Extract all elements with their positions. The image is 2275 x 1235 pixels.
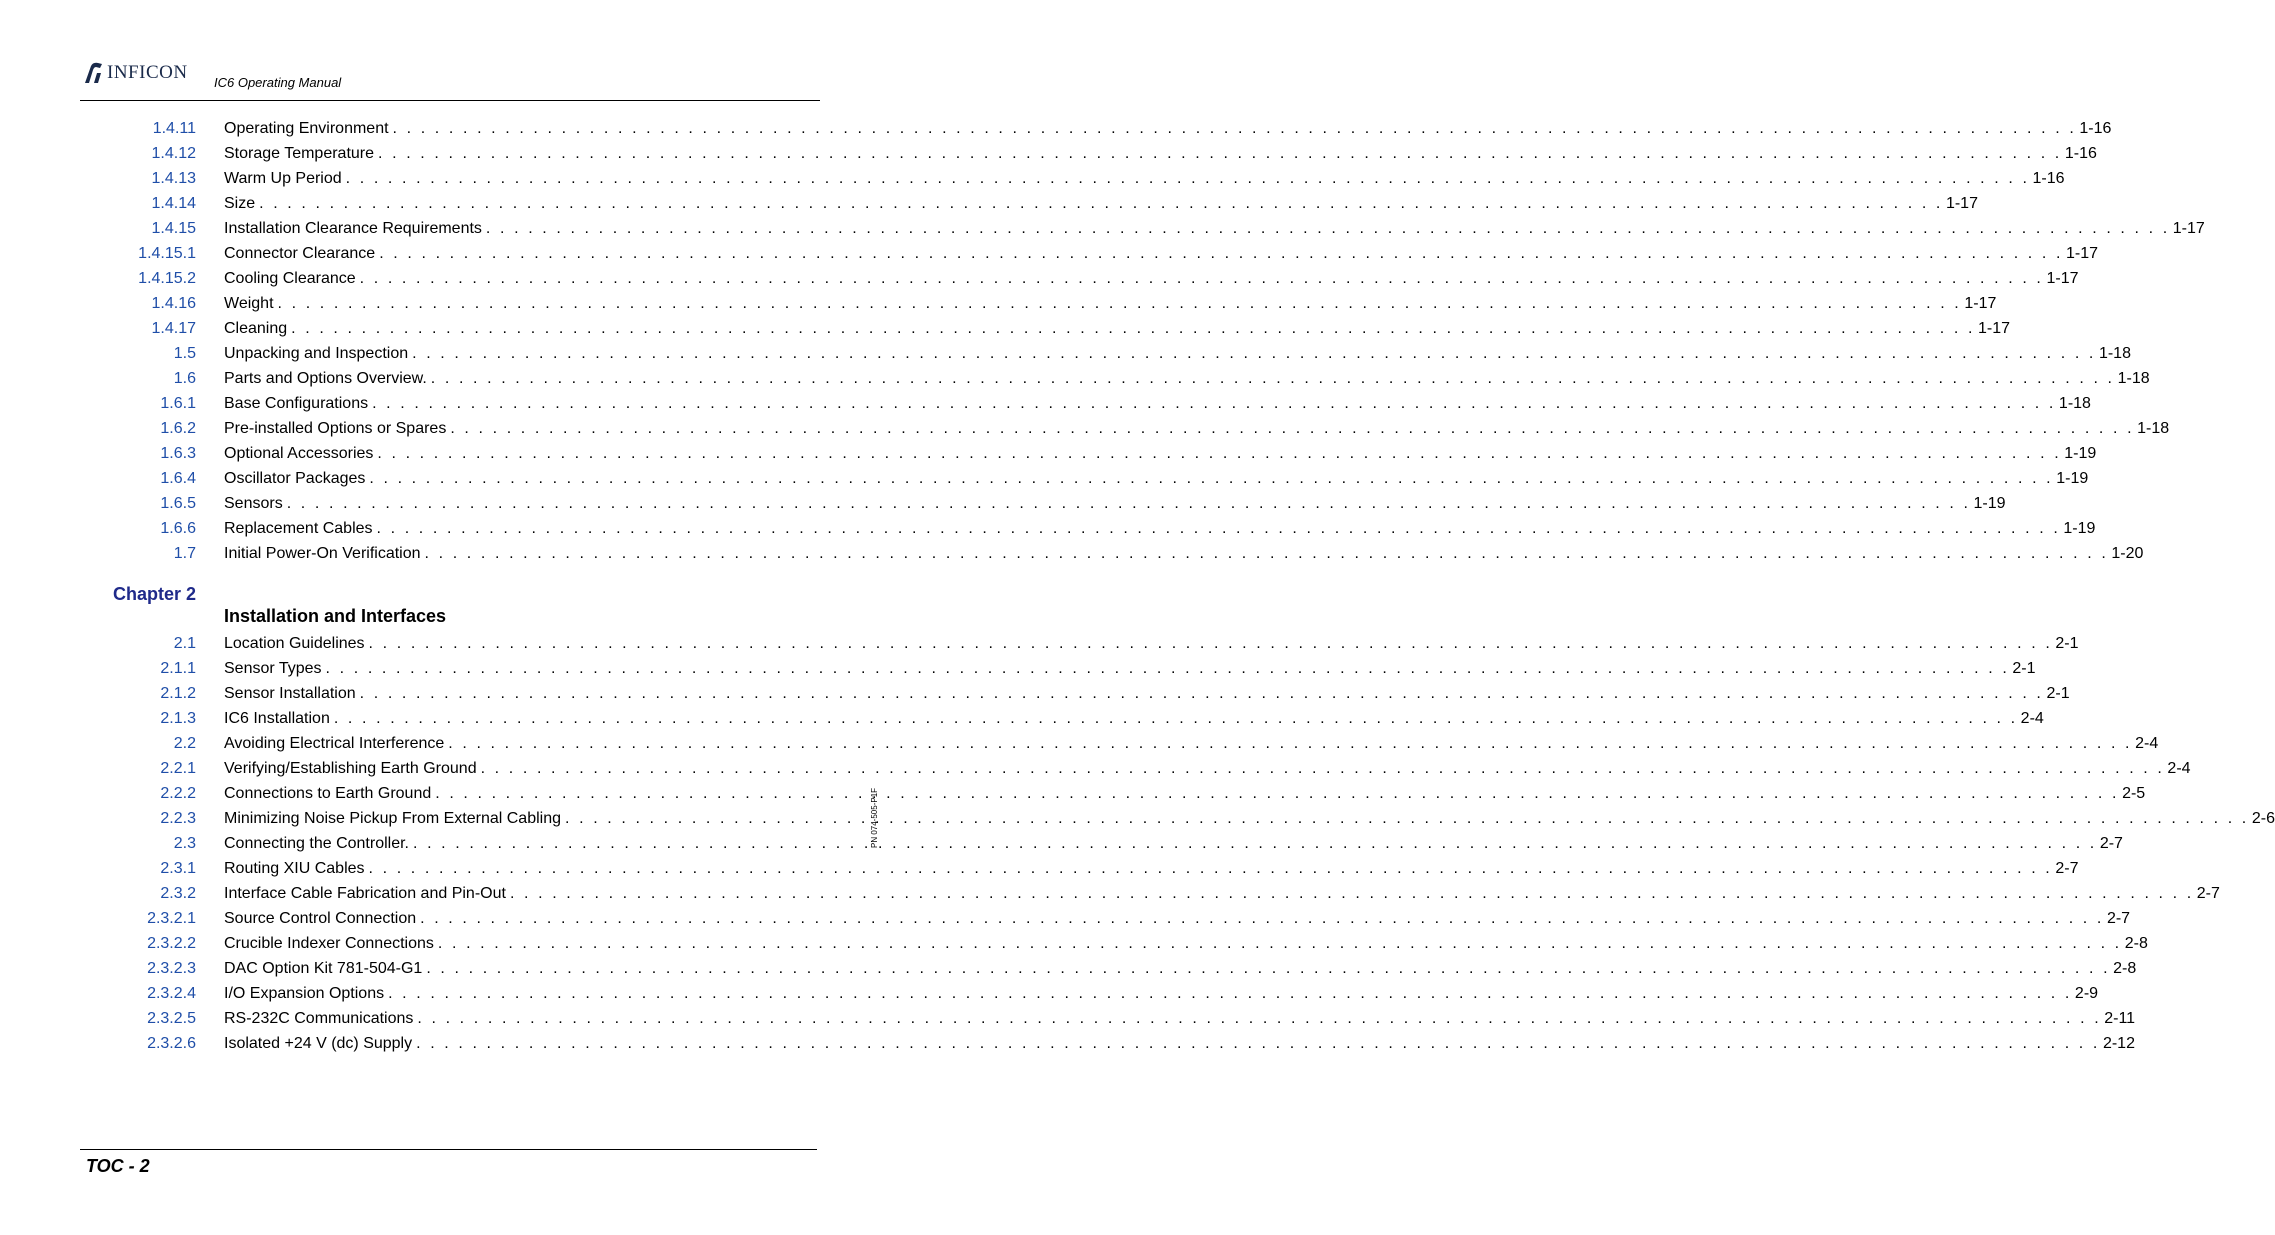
page-reference: 2-1 (2012, 660, 2036, 677)
toc-entry[interactable] (80, 366, 2150, 391)
page-reference: 2-9 (2074, 985, 2099, 1002)
dot-leader: . . . . . . . . . . . . . . . . . . . . . . . . . . . . . . . . . . . . . . . . . . . . . . . . . . . . . . . . . . . . . . . . . . . . . . . . . . . . . . . . . . . . . . . . . . . . . . . . . . . . . . . . . . . . . . . . . . . . . . . . (259, 195, 1943, 212)
page-reference: 2-1 (2055, 635, 2079, 652)
dot-leader: . . . . . . . . . . . . . . . . . . . . . . . . . . . . . . . . . . . . . . . . . . . . . . . . . . . . . . . . . . . . . . . . . . . . . . . . . . . . . . . . . . . . . . . . . . . . . . . . . . . . . . . . . . . . . . . . . . . . . . . . (291, 320, 1975, 337)
section-number[interactable]: 1.6 (173, 370, 196, 387)
section-title: Cooling Clearance (224, 266, 360, 291)
toc-entry[interactable] (80, 706, 2044, 731)
section-number[interactable]: 1.4.16 (151, 295, 196, 312)
section-title: Sensor Installation (224, 681, 360, 706)
section-title: Storage Temperature (224, 141, 378, 166)
toc-entry[interactable] (80, 191, 1978, 216)
toc-entry[interactable] (80, 1006, 2136, 1031)
section-title: Pre-installed Options or Spares (224, 416, 450, 441)
dot-leader: . . . . . . . . . . . . . . . . . . . . . . . . . . . . . . . . . . . . . . . . . . . . . . . . . . . . . . . . . . . . . . . . . . . . . . . . . . . . . . . . . . . . . . . . . . . . . . . . . . . . . . . . . . . . . . . . . . . . . . . . (333, 710, 2018, 727)
toc-entry[interactable] (80, 166, 2065, 191)
dot-leader: . . . . . . . . . . . . . . . . . . . . . . . . . . . . . . . . . . . . . . . . . . . . . . . . . . . . . . . . . . . . . . . . . . . . . . . . . . . . . . . . . . . . . . . . . . . . . . . . . . . . . . . . . . . . . . . . . . . . . . . . (378, 145, 2062, 162)
entry-line (224, 541, 2144, 566)
dot-leader: . . . . . . . . . . . . . . . . . . . . . . . . . . . . . . . . . . . . . . . . . . . . . . . . . . . . . . . . . . . . . . . . . . . . . . . . . . . . . . . . . . . . . . . . . . . . . . . . . . . . . . . . . . . . . . . . . . . . . . . . (437, 935, 2122, 952)
section-number[interactable]: 2.1.1 (160, 660, 196, 677)
section-number[interactable]: 1.4.13 (151, 170, 196, 187)
section-number[interactable]: 1.4.12 (151, 145, 196, 162)
inficon-logo-icon (82, 62, 104, 84)
dot-leader: . . . . . . . . . . . . . . . . . . . . . . . . . . . . . . . . . . . . . . . . . . . . . . . . . . . . . . . . . . . . . . . . . . . . . . . . . . . . . . . . . . . . . . . . . . . . . . . . . . . . . . . . . . . . . . . . . . . . . . . . (420, 910, 2104, 927)
dot-leader: . . . . . . . . . . . . . . . . . . . . . . . . . . . . . . . . . . . . . . . . . . . . . . . . . . . . . . . . . . . . . . . . . . . . . . . . . . . . . . . . . . . . . . . . . . . . . . . . . . . . . . . . . . . . . . . . . . . . . . . . (430, 370, 2115, 387)
page-reference: 2-12 (2102, 1035, 2135, 1052)
dot-leader: . . . . . . . . . . . . . . . . . . . . . . . . . . . . . . . . . . . . . . . . . . . . . . . . . . . . . . . . . . . . . . . . . . . . . . . . . . . . . . . . . . . . . . . . . . . . . . . . . . . . . . . . . . . . . . . . . . . . . . . . (359, 270, 2044, 287)
entry-line (224, 631, 2079, 656)
toc-section-chapter-1 (80, 116, 2205, 566)
section-title: Minimizing Noise Pickup From External Cabling (224, 806, 565, 831)
dot-leader: . . . . . . . . . . . . . . . . . . . . . . . . . . . . . . . . . . . . . . . . . . . . . . . . . . . . . . . . . . . . . . . . . . . . . . . . . . . . . . . . . . . . . . . . . . . . . . . . . . . . . . . . . . . . . . . . . . . . . . . . (413, 835, 2097, 852)
page-reference: 1-17 (2172, 220, 2205, 237)
toc-entry[interactable] (80, 1031, 2135, 1056)
inficon-logo (82, 60, 188, 86)
section-title: Optional Accessories (224, 441, 377, 466)
entry-line (224, 216, 2205, 241)
entry-line (224, 441, 2097, 466)
section-title: Source Control Connection (224, 906, 420, 931)
dot-leader: . . . . . . . . . . . . . . . . . . . . . . . . . . . . . . . . . . . . . . . . . . . . . . . . . . . . . . . . . . . . . . . . . . . . . . . . . . . . . . . . . . . . . . . . . . . . . . . . . . . . . . . . . . . . . . . . . . . . . . . . (372, 395, 2056, 412)
dot-leader: . . . . . . . . . . . . . . . . . . . . . . . . . . . . . . . . . . . . . . . . . . . . . . . . . . . . . . . . . . . . . . . . . . . . . . . . . . . . . . . . . . . . . . . . . . . . . . . . . . . . . . . . . . . . . . . . . . . . . . . . (485, 220, 2170, 237)
toc-entry[interactable] (80, 831, 2123, 856)
dot-leader: . . . . . . . . . . . . . . . . . . . . . . . . . . . . . . . . . . . . . . . . . . . . . . . . . . . . . . . . . . . . . . . . . . . . . . . . . . . . . . . . . . . . . . . . . . . . . . . . . . . . . . . . . . . . . . . . . . . . . . . . (509, 885, 2194, 902)
page-reference: 1-18 (2058, 395, 2091, 412)
toc-entry[interactable] (80, 516, 2096, 541)
toc-entry[interactable] (80, 756, 2191, 781)
section-title: Size (224, 191, 259, 216)
section-title: Warm Up Period (224, 166, 346, 191)
section-number[interactable]: 2.3.2.1 (147, 910, 196, 927)
dot-leader: . . . . . . . . . . . . . . . . . . . . . . . . . . . . . . . . . . . . . . . . . . . . . . . . . . . . . . . . . . . . . . . . . . . . . . . . . . . . . . . . . . . . . . . . . . . . . . . . . . . . . . . . . . . . . . . . . . . . . . . . (368, 860, 2053, 877)
page-reference: 2-7 (2106, 910, 2131, 927)
page-number: TOC - 2 (86, 1156, 150, 1176)
entry-line (224, 981, 2099, 1006)
section-title: I/O Expansion Options (224, 981, 388, 1006)
dot-leader: . . . . . . . . . . . . . . . . . . . . . . . . . . . . . . . . . . . . . . . . . . . . . . . . . . . . . . . . . . . . . . . . . . . . . . . . . . . . . . . . . . . . . . . . . . . . . . . . . . . . . . . . . . . . . . . . . . . . . . . . (450, 420, 2135, 437)
page-reference: 1-18 (2098, 345, 2131, 362)
page-reference: 1-17 (1977, 320, 2011, 337)
dot-leader: . . . . . . . . . . . . . . . . . . . . . . . . . . . . . . . . . . . . . . . . . . . . . . . . . . . . . . . . . . . . . . . . . . . . . . . . . . . . . . . . . . . . . . . . . . . . . . . . . . . . . . . . . . . . . . . . . . . . . . . . (325, 660, 2010, 677)
page-reference: 2-7 (2099, 835, 2123, 852)
toc-entry[interactable] (80, 681, 2070, 706)
chapter-title: Installation and Interfaces (224, 606, 447, 626)
section-number[interactable]: 1.6.6 (160, 520, 196, 537)
page-header (80, 56, 820, 101)
page-reference: 2-4 (2020, 710, 2044, 727)
section-number[interactable]: 2.2.1 (160, 760, 196, 777)
entry-line (224, 856, 2079, 881)
toc-entry[interactable] (80, 956, 2137, 981)
entry-line (224, 416, 2170, 441)
page-reference: 2-8 (2124, 935, 2148, 952)
entry-line (224, 906, 2131, 931)
section-number[interactable]: 1.4.17 (151, 320, 196, 337)
toc-entry[interactable] (80, 466, 2089, 491)
section-number[interactable]: 1.4.15.2 (138, 270, 196, 287)
dot-leader: . . . . . . . . . . . . . . . . . . . . . . . . . . . . . . . . . . . . . . . . . . . . . . . . . . . . . . . . . . . . . . . . . . . . . . . . . . . . . . . . . . . . . . . . . . . . . . . . . . . . . . . . . . . . . . . . . . . . . . . . (377, 445, 2062, 462)
section-title: Connector Clearance (224, 241, 379, 266)
section-number[interactable]: 2.3.2.5 (147, 1010, 196, 1027)
section-title: Routing XIU Cables (224, 856, 369, 881)
dot-leader: . . . . . . . . . . . . . . . . . . . . . . . . . . . . . . . . . . . . . . . . . . . . . . . . . . . . . . . . . . . . . . . . . . . . . . . . . . . . . . . . . . . . . . . . . . . . . . . . . . . . . . . . . . . . . . . . . . . . . . . . (277, 295, 1962, 312)
entry-line (224, 191, 1978, 216)
toc-entry[interactable] (80, 781, 2146, 806)
entry-line (224, 931, 2148, 956)
section-number[interactable]: 1.6.3 (160, 445, 196, 462)
dot-leader: . . . . . . . . . . . . . . . . . . . . . . . . . . . . . . . . . . . . . . . . . . . . . . . . . . . . . . . . . . . . . . . . . . . . . . . . . . . . . . . . . . . . . . . . . . . . . . . . . . . . . . . . . . . . . . . . . . . . . . . . (379, 245, 2064, 262)
toc-entry[interactable] (80, 141, 2097, 166)
entry-line (224, 881, 2220, 906)
page-reference: 1-16 (2064, 145, 2097, 162)
page-reference: 1-17 (1964, 295, 1997, 312)
section-title: Initial Power-On Verification (224, 541, 425, 566)
page-reference: 1-19 (2064, 445, 2097, 462)
entry-line (224, 831, 2123, 856)
toc-entry[interactable] (80, 631, 2079, 656)
page-reference: 2-7 (2055, 860, 2079, 877)
dot-leader: . . . . . . . . . . . . . . . . . . . . . . . . . . . . . . . . . . . . . . . . . . . . . . . . . . . . . . . . . . . . . . . . . . . . . . . . . . . . . . . . . . . . . . . . . . . . . . . . . . . . . . . . . . . . . . . . . . . . . . . . (448, 735, 2133, 752)
section-title: Location Guidelines (224, 631, 369, 656)
toc-entry[interactable] (80, 241, 2099, 266)
dot-leader: . . . . . . . . . . . . . . . . . . . . . . . . . . . . . . . . . . . . . . . . . . . . . . . . . . . . . . . . . . . . . . . . . . . . . . . . . . . . . . . . . . . . . . . . . . . . . . . . . . . . . . . . . . . . . . . . . . . . . . . . (368, 635, 2053, 652)
section-number[interactable]: 2.2.3 (160, 810, 196, 827)
page-reference: 2-7 (2196, 885, 2220, 902)
page-reference: 1-19 (2056, 470, 2089, 487)
section-number[interactable]: 2.3.2.4 (147, 985, 196, 1002)
toc-entry[interactable] (80, 416, 2170, 441)
entry-line (224, 141, 2097, 166)
section-title: Sensors (224, 491, 287, 516)
section-title: Cleaning (224, 316, 291, 341)
section-number[interactable]: 2.3.2.3 (147, 960, 196, 977)
section-number[interactable]: 1.4.15 (151, 220, 196, 237)
toc-entry[interactable] (80, 116, 2112, 141)
page-reference: 2-11 (2104, 1010, 2136, 1027)
dot-leader: . . . . . . . . . . . . . . . . . . . . . . . . . . . . . . . . . . . . . . . . . . . . . . . . . . . . . . . . . . . . . . . . . . . . . . . . . . . . . . . . . . . . . . . . . . . . . . . . . . . . . . . . . . . . . . . . . . . . . . . . (424, 545, 2109, 562)
section-number[interactable]: 1.6.4 (160, 470, 196, 487)
entry-line (224, 241, 2099, 266)
entry-line (224, 656, 2036, 681)
section-number[interactable]: 2.1 (173, 635, 196, 652)
toc-entry[interactable] (80, 216, 2205, 241)
section-title: RS-232C Communications (224, 1006, 417, 1031)
toc-entry[interactable] (80, 881, 2220, 906)
section-title: Installation Clearance Requirements (224, 216, 486, 241)
page-reference: 1-17 (2046, 270, 2079, 287)
toc-entry[interactable] (80, 341, 2131, 366)
section-title: Operating Environment (224, 116, 393, 141)
entry-line (224, 706, 2044, 731)
dot-leader: . . . . . . . . . . . . . . . . . . . . . . . . . . . . . . . . . . . . . . . . . . . . . . . . . . . . . . . . . . . . . . . . . . . . . . . . . . . . . . . . . . . . . . . . . . . . . . . . . . . . . . . . . . . . . . . . . . . . . . . . (359, 685, 2044, 702)
entry-line (224, 341, 2131, 366)
section-title: DAC Option Kit 781-504-G1 (224, 956, 426, 981)
section-title: Crucible Indexer Connections (224, 931, 438, 956)
toc-entry[interactable] (80, 316, 2011, 341)
dot-leader: . . . . . . . . . . . . . . . . . . . . . . . . . . . . . . . . . . . . . . . . . . . . . . . . . . . . . . . . . . . . . . . . . . . . . . . . . . . . . . . . . . . . . . . . . . . . . . . . . . . . . . . . . . . . . . . . . . . . . . . . (345, 170, 2030, 187)
toc-entry[interactable] (80, 906, 2131, 931)
toc-entry[interactable] (80, 391, 2091, 416)
part-number: PN 074-505-P1F (870, 787, 879, 848)
entry-line (224, 516, 2096, 541)
page-reference: 2-4 (2167, 760, 2191, 777)
section-title: Weight (224, 291, 278, 316)
section-title: Isolated +24 V (dc) Supply (224, 1031, 416, 1056)
entry-line (224, 116, 2112, 141)
page-reference: 1-20 (2111, 545, 2144, 562)
entry-line (224, 781, 2146, 806)
section-number[interactable]: 2.2.2 (160, 785, 196, 802)
dot-leader: . . . . . . . . . . . . . . . . . . . . . . . . . . . . . . . . . . . . . . . . . . . . . . . . . . . . . . . . . . . . . . . . . . . . . . . . . . . . . . . . . . . . . . . . . . . . . . . . . . . . . . . . . . . . . . . . . . . . . . . . (392, 120, 2077, 137)
section-number[interactable]: 2.3 (173, 835, 196, 852)
entry-line (224, 391, 2091, 416)
section-title: Connecting the Controller. (224, 831, 413, 856)
section-title: Avoiding Electrical Interference (224, 731, 448, 756)
section-title: Interface Cable Fabrication and Pin-Out (224, 881, 510, 906)
page-reference: 1-17 (2066, 245, 2099, 262)
section-number[interactable]: 2.1.3 (160, 710, 196, 727)
section-title: Verifying/Establishing Earth Ground (224, 756, 481, 781)
section-title: IC6 Installation (224, 706, 334, 731)
section-title: Sensor Types (224, 656, 326, 681)
page-reference: 2-5 (2122, 785, 2146, 802)
toc-entry[interactable] (80, 931, 2148, 956)
page-reference: 1-19 (2063, 520, 2096, 537)
entry-line (224, 731, 2159, 756)
chapter-heading (80, 566, 820, 631)
dot-leader: . . . . . . . . . . . . . . . . . . . . . . . . . . . . . . . . . . . . . . . . . . . . . . . . . . . . . . . . . . . . . . . . . . . . . . . . . . . . . . . . . . . . . . . . . . . . . . . . . . . . . . . . . . . . . . . . . . . . . . . . (435, 785, 2120, 802)
dot-leader: . . . . . . . . . . . . . . . . . . . . . . . . . . . . . . . . . . . . . . . . . . . . . . . . . . . . . . . . . . . . . . . . . . . . . . . . . . . . . . . . . . . . . . . . . . . . . . . . . . . . . . . . . . . . . . . . . . . . . . . . (286, 495, 1971, 512)
toc-entry[interactable] (80, 806, 2275, 831)
section-number[interactable]: 2.1.2 (160, 685, 196, 702)
page-footer (80, 1149, 817, 1176)
toc-entry[interactable] (80, 856, 2079, 881)
section-title: Connections to Earth Ground (224, 781, 435, 806)
entry-line (224, 316, 2011, 341)
section-title: Unpacking and Inspection (224, 341, 412, 366)
toc-entry[interactable] (80, 291, 1997, 316)
section-number[interactable]: 2.3.2.6 (147, 1035, 196, 1052)
section-number[interactable]: 2.3.2.2 (147, 935, 196, 952)
entry-line (224, 806, 2275, 831)
toc-entry[interactable] (80, 441, 2097, 466)
logo-text: INFICON (107, 62, 188, 83)
page-reference: 1-18 (2117, 370, 2150, 387)
page-reference: 2-8 (2113, 960, 2137, 977)
dot-leader: . . . . . . . . . . . . . . . . . . . . . . . . . . . . . . . . . . . . . . . . . . . . . . . . . . . . . . . . . . . . . . . . . . . . . . . . . . . . . . . . . . . . . . . . . . . . . . . . . . . . . . . . . . . . . . . . . . . . . . . . (388, 985, 2072, 1002)
chapter-label[interactable]: Chapter 2 (112, 584, 196, 604)
page-reference: 2-1 (2046, 685, 2070, 702)
entry-line (224, 681, 2070, 706)
dot-leader: . . . . . . . . . . . . . . . . . . . . . . . . . . . . . . . . . . . . . . . . . . . . . . . . . . . . . . . . . . . . . . . . . . . . . . . . . . . . . . . . . . . . . . . . . . . . . . . . . . . . . . . . . . . . . . . . . . . . . . . . (417, 1010, 2102, 1027)
section-number[interactable]: 1.6.1 (160, 395, 196, 412)
toc-entry[interactable] (80, 731, 2159, 756)
section-number[interactable]: 2.3.1 (160, 860, 196, 877)
toc-entry[interactable] (80, 656, 2036, 681)
section-number[interactable]: 2.3.2 (160, 885, 196, 902)
section-number[interactable]: 1.6.5 (160, 495, 196, 512)
dot-leader: . . . . . . . . . . . . . . . . . . . . . . . . . . . . . . . . . . . . . . . . . . . . . . . . . . . . . . . . . . . . . . . . . . . . . . . . . . . . . . . . . . . . . . . . . . . . . . . . . . . . . . . . . . . . . . . . . . . . . . . . (480, 760, 2165, 777)
page-reference: 1-17 (1945, 195, 1978, 212)
page-reference: 1-18 (2137, 420, 2170, 437)
section-number[interactable]: 1.4.14 (151, 195, 196, 212)
entry-line (224, 491, 2006, 516)
page-reference: 2-6 (2251, 810, 2275, 827)
entry-line (224, 166, 2065, 191)
dot-leader: . . . . . . . . . . . . . . . . . . . . . . . . . . . . . . . . . . . . . . . . . . . . . . . . . . . . . . . . . . . . . . . . . . . . . . . . . . . . . . . . . . . . . . . . . . . . . . . . . . . . . . . . . . . . . . . . . . . . . . . . (565, 810, 2249, 827)
entry-line (224, 291, 1997, 316)
section-number[interactable]: 1.4.11 (152, 120, 196, 137)
dot-leader: . . . . . . . . . . . . . . . . . . . . . . . . . . . . . . . . . . . . . . . . . . . . . . . . . . . . . . . . . . . . . . . . . . . . . . . . . . . . . . . . . . . . . . . . . . . . . . . . . . . . . . . . . . . . . . . . . . . . . . . . (416, 1035, 2100, 1052)
entry-line (224, 266, 2079, 291)
entry-line (224, 956, 2137, 981)
section-number[interactable]: 1.7 (173, 545, 196, 562)
section-title: Replacement Cables (224, 516, 377, 541)
dot-leader: . . . . . . . . . . . . . . . . . . . . . . . . . . . . . . . . . . . . . . . . . . . . . . . . . . . . . . . . . . . . . . . . . . . . . . . . . . . . . . . . . . . . . . . . . . . . . . . . . . . . . . . . . . . . . . . . . . . . . . . . (369, 470, 2054, 487)
entry-line (224, 466, 2089, 491)
dot-leader: . . . . . . . . . . . . . . . . . . . . . . . . . . . . . . . . . . . . . . . . . . . . . . . . . . . . . . . . . . . . . . . . . . . . . . . . . . . . . . . . . . . . . . . . . . . . . . . . . . . . . . . . . . . . . . . . . . . . . . . . (426, 960, 2111, 977)
page-reference: 2-4 (2135, 735, 2159, 752)
section-title: Base Configurations (224, 391, 372, 416)
toc-entry[interactable] (80, 491, 2006, 516)
section-number[interactable]: 1.6.2 (160, 420, 196, 437)
page-reference: 1-16 (2079, 120, 2112, 137)
section-number[interactable]: 1.4.15.1 (138, 245, 196, 262)
page-reference: 1-16 (2032, 170, 2065, 187)
section-title: Oscillator Packages (224, 466, 369, 491)
entry-line (224, 756, 2191, 781)
entry-line (224, 1031, 2135, 1056)
entry-line (224, 1006, 2136, 1031)
document-title: IC6 Operating Manual (214, 75, 342, 90)
toc-entry[interactable] (80, 541, 2144, 566)
section-title: Parts and Options Overview. (224, 366, 431, 391)
section-number[interactable]: 2.2 (173, 735, 196, 752)
toc-entry[interactable] (80, 266, 2079, 291)
entry-line (224, 366, 2150, 391)
section-number[interactable]: 1.5 (173, 345, 196, 362)
dot-leader: . . . . . . . . . . . . . . . . . . . . . . . . . . . . . . . . . . . . . . . . . . . . . . . . . . . . . . . . . . . . . . . . . . . . . . . . . . . . . . . . . . . . . . . . . . . . . . . . . . . . . . . . . . . . . . . . . . . . . . . . (412, 345, 2096, 362)
toc-entry[interactable] (80, 981, 2099, 1006)
dot-leader: . . . . . . . . . . . . . . . . . . . . . . . . . . . . . . . . . . . . . . . . . . . . . . . . . . . . . . . . . . . . . . . . . . . . . . . . . . . . . . . . . . . . . . . . . . . . . . . . . . . . . . . . . . . . . . . . . . . . . . . . (376, 520, 2061, 537)
page-reference: 1-19 (1973, 495, 2006, 512)
